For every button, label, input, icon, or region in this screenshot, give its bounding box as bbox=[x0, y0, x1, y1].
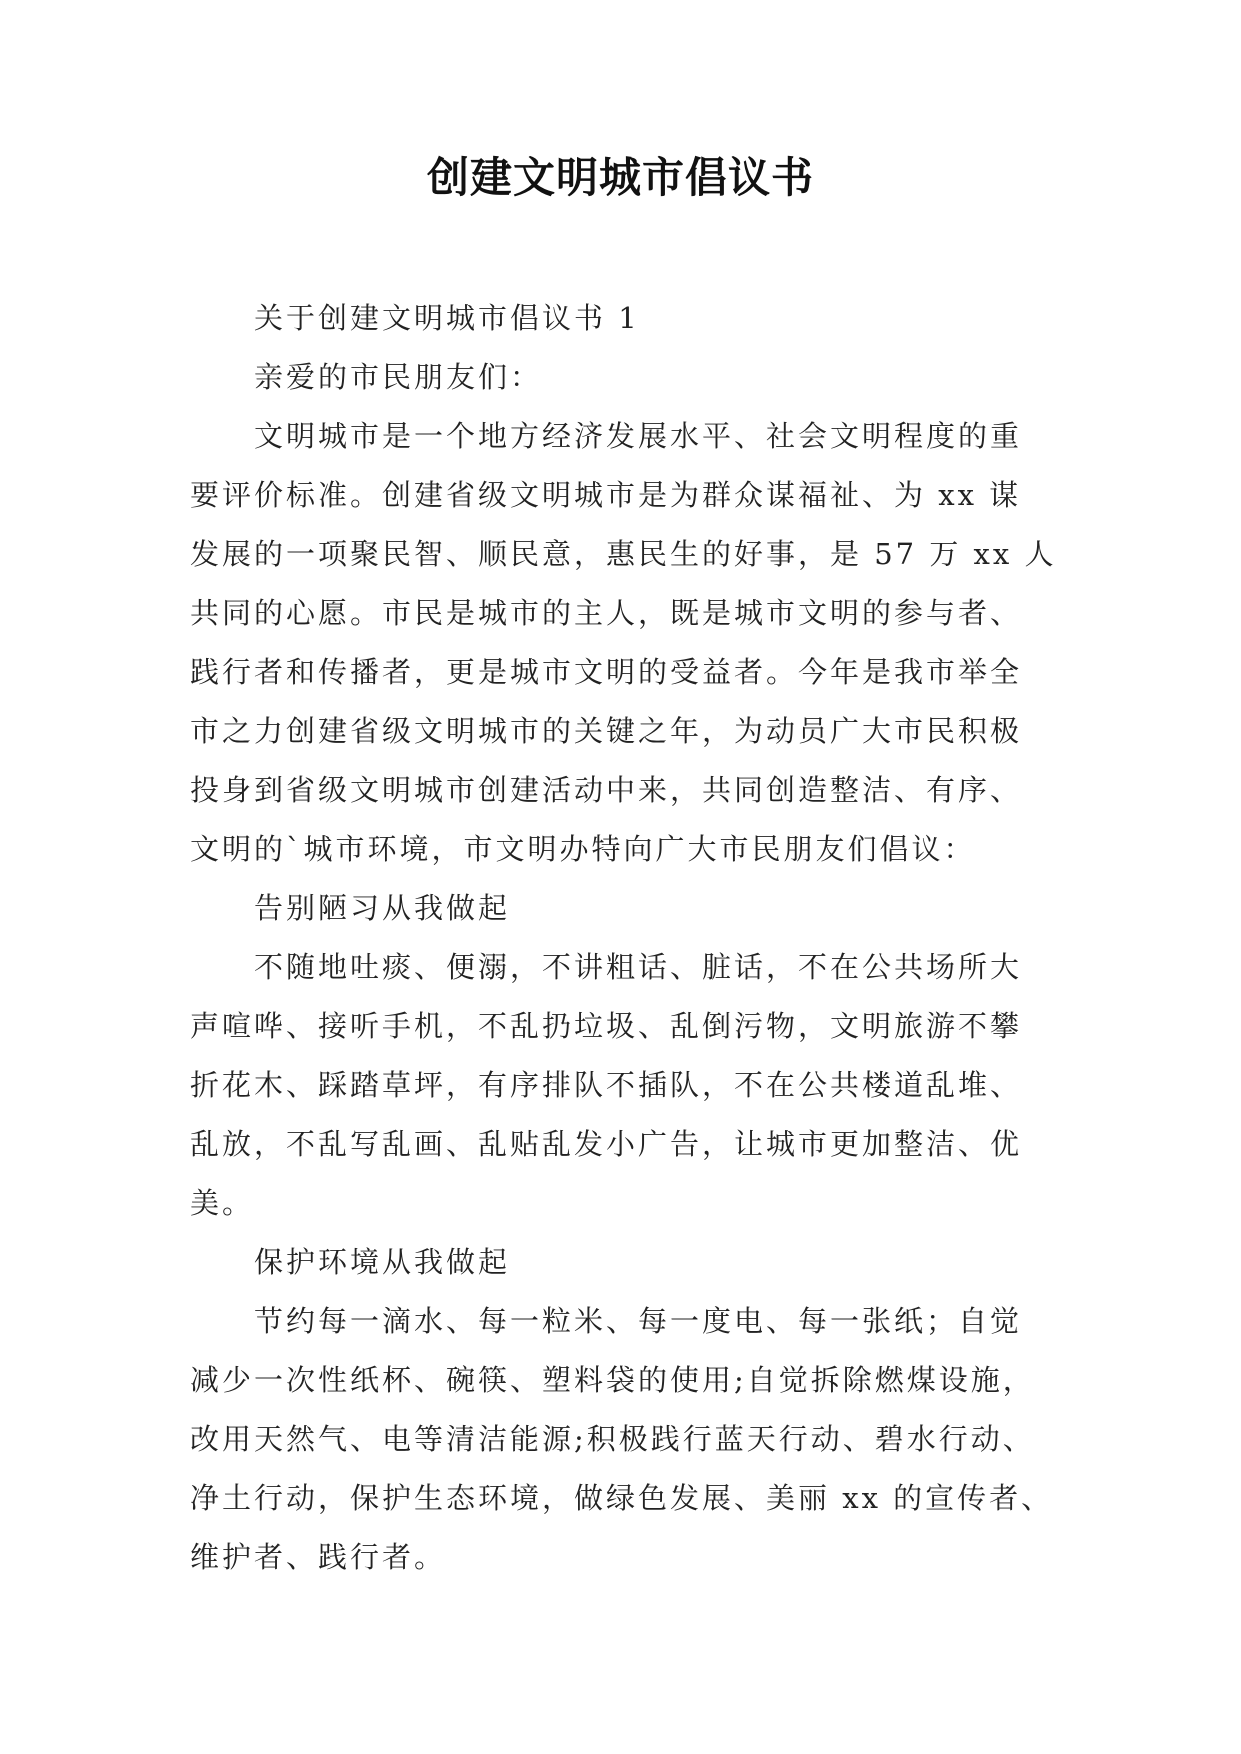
text-line: 净土行动，保护生态环境，做绿色发展、美丽 xx 的宣传者、 bbox=[190, 1481, 1054, 1515]
text-line: 折花木、踩踏草坪，有序排队不插队，不在公共楼道乱堆、 bbox=[190, 1068, 1023, 1102]
text-line: 文明的`城市环境，市文明办特向广大市民朋友们倡议： bbox=[190, 832, 976, 866]
text-line: 减少一次性纸杯、碗筷、塑料袋的使用;自觉拆除燃煤设施， bbox=[190, 1363, 1035, 1397]
text-line: 投身到省级文明城市创建活动中来，共同创造整洁、有序、 bbox=[190, 773, 1023, 807]
text-line: 亲爱的市民朋友们： bbox=[254, 360, 543, 394]
document-body bbox=[190, 289, 1056, 1587]
text-line: 共同的心愿。市民是城市的主人，既是城市文明的参与者、 bbox=[190, 596, 1023, 630]
section-heading: 保护环境从我做起 bbox=[254, 1245, 511, 1279]
text-line: 节约每一滴水、每一粒米、每一度电、每一张纸；自觉 bbox=[254, 1304, 1023, 1338]
text-line: 声喧哗、接听手机，不乱扔垃圾、乱倒污物，文明旅游不攀 bbox=[190, 1009, 1023, 1043]
text-line: 关于创建文明城市倡议书 1 bbox=[254, 301, 640, 335]
text-line: 践行者和传播者，更是城市文明的受益者。今年是我市举全 bbox=[190, 655, 1023, 689]
text-line: 乱放，不乱写乱画、乱贴乱发小广告，让城市更加整洁、优 bbox=[190, 1127, 1023, 1161]
text-line: 维护者、践行者。 bbox=[190, 1540, 447, 1574]
text-line: 改用天然气、电等清洁能源;积极践行蓝天行动、碧水行动、 bbox=[190, 1422, 1035, 1456]
text-line: 市之力创建省级文明城市的关键之年，为动员广大市民积极 bbox=[190, 714, 1023, 748]
document-title: 创建文明城市倡议书 bbox=[426, 153, 814, 202]
text-line: 美。 bbox=[190, 1186, 255, 1220]
text-line: 文明城市是一个地方经济发展水平、社会文明程度的重 bbox=[254, 419, 1023, 453]
section-heading: 告别陋习从我做起 bbox=[254, 891, 511, 925]
text-line: 发展的一项聚民智、顺民意，惠民生的好事，是 57 万 xx 人 bbox=[190, 537, 1057, 571]
text-line: 要评价标准。创建省级文明城市是为群众谋福祉、为 xx 谋 bbox=[190, 478, 1022, 512]
text-line: 不随地吐痰、便溺，不讲粗话、脏话，不在公共场所大 bbox=[254, 950, 1023, 984]
